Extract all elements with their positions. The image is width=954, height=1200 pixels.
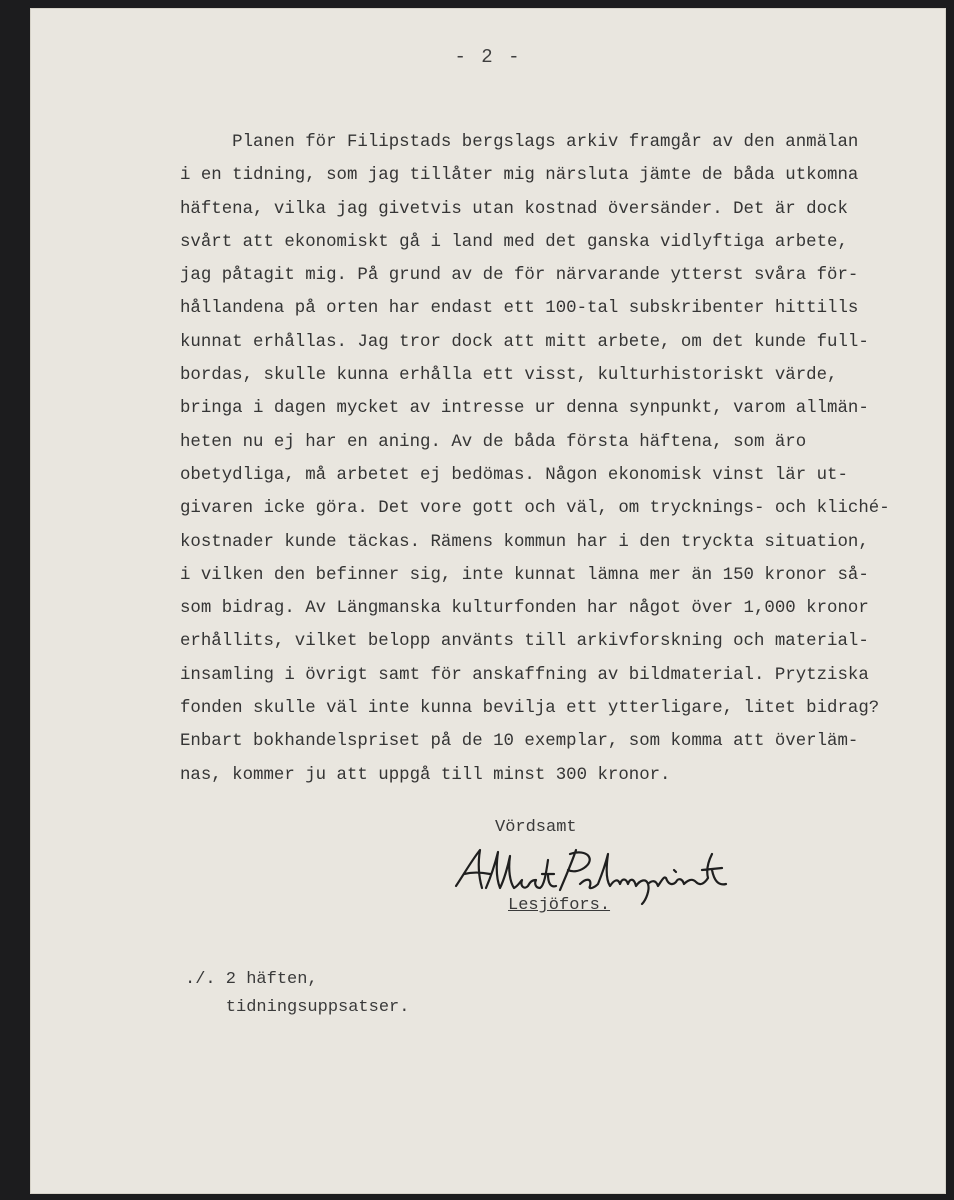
body-line: i vilken den befinner sig, inte kunnat lämna mer än 150 kronor så- <box>180 565 869 585</box>
body-line: erhållits, vilket belopp använts till arkivforskning och material- <box>180 632 869 652</box>
body-line: heten nu ej har en aning. Av de båda första häftena, som äro <box>180 432 807 452</box>
body-line: hållandena på orten har endast ett 100-tal subskribenter hittills <box>180 299 859 319</box>
page-number: - 2 - <box>454 46 522 68</box>
body-line: kostnader kunde täckas. Rämens kommun har i den tryckta situation, <box>180 532 869 552</box>
body-line: som bidrag. Av Längmanska kulturfonden har något över 1,000 kronor <box>180 599 869 619</box>
body-line: Enbart bokhandelspriset på de 10 exemplar, som komma att överläm- <box>180 732 859 752</box>
enclosure-note <box>185 966 409 1022</box>
body-line: nas, kommer ju att uppgå till minst 300 kronor. <box>180 765 671 785</box>
closing-salutation: Vördsamt <box>495 818 577 837</box>
body-line: bringa i dagen mycket av intresse ur denna synpunkt, varom allmän- <box>180 399 869 419</box>
body-line: i en tidning, som jag tillåter mig närsluta jämte de båda utkomna <box>180 166 859 186</box>
letter-body <box>180 126 940 792</box>
body-line: givaren icke göra. Det vore gott och väl, om trycknings- och kliché- <box>180 499 890 519</box>
body-line: insamling i övrigt samt för anskaffning av bildmaterial. Prytziska <box>180 665 869 685</box>
body-line: kunnat erhållas. Jag tror dock att mitt arbete, om det kunde full- <box>180 332 869 352</box>
enclosure-line: ./. 2 häften, <box>185 970 318 989</box>
enclosure-line: tidningsuppsatser. <box>185 998 410 1017</box>
body-line: svårt att ekonomiskt gå i land med det ganska vidlyftiga arbete, <box>180 232 848 252</box>
body-line: bordas, skulle kunna erhålla ett visst, kulturhistoriskt värde, <box>180 366 838 386</box>
body-line: jag påtagit mig. På grund av de för närvarande ytterst svåra för- <box>180 266 859 286</box>
body-line: häftena, vilka jag givetvis utan kostnad översänder. Det är dock <box>180 199 848 219</box>
place-name: Lesjöfors. <box>508 896 611 915</box>
letter-page <box>30 8 946 1194</box>
body-line: obetydliga, må arbetet ej bedömas. Någon ekonomisk vinst lär ut- <box>180 465 848 485</box>
body-line: Planen för Filipstads bergslags arkiv framgår av den anmälan <box>180 133 859 152</box>
body-line: fonden skulle väl inte kunna bevilja ett ytterligare, litet bidrag? <box>180 699 880 719</box>
